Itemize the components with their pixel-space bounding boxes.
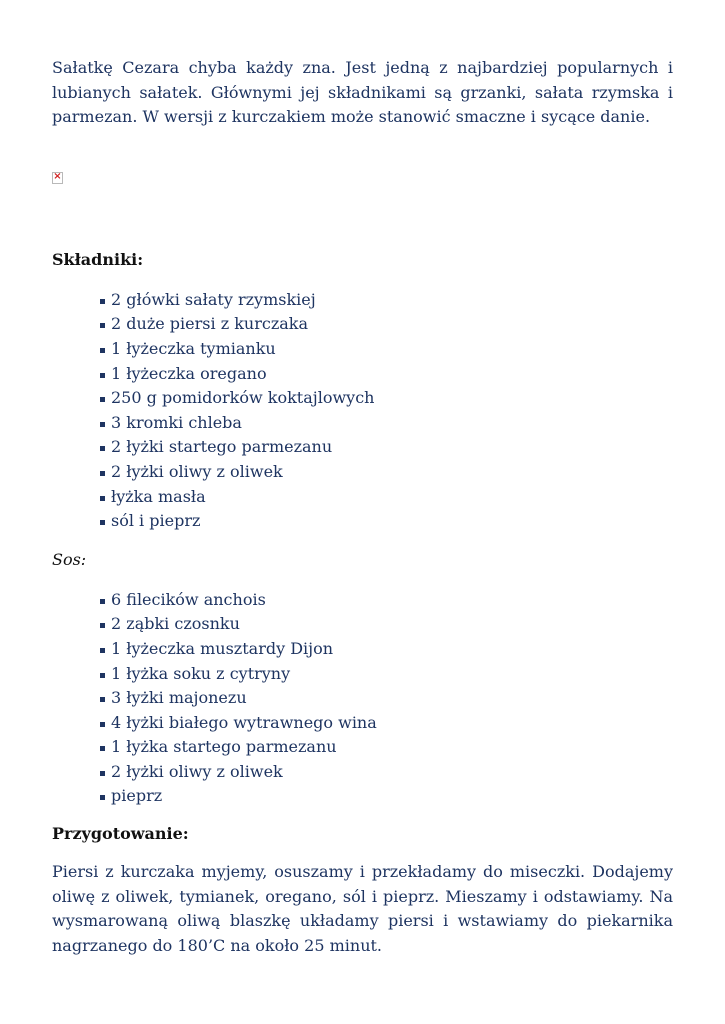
sauce-heading: Sos: <box>52 549 87 569</box>
ingredients-heading: Składniki: <box>52 249 144 269</box>
list-item: 2 główki sałaty rzymskiej <box>99 288 673 313</box>
list-item: pieprz <box>99 784 673 809</box>
list-item: 2 łyżki startego parmezanu <box>99 435 673 460</box>
list-item: 1 łyżeczka tymianku <box>99 337 673 362</box>
list-item: łyżka masła <box>99 485 673 510</box>
list-item: 1 łyżka soku z cytryny <box>99 662 673 687</box>
preparation-heading: Przygotowanie: <box>52 824 189 844</box>
list-item: 250 g pomidorków koktajlowych <box>99 386 673 411</box>
sauce-list <box>52 588 673 809</box>
list-item: 1 łyżeczka oregano <box>99 362 673 387</box>
list-item: 4 łyżki białego wytrawnego wina <box>99 711 673 736</box>
list-item: 2 łyżki oliwy z oliwek <box>99 760 673 785</box>
article-content <box>52 56 673 958</box>
list-item: 2 duże piersi z kurczaka <box>99 312 673 337</box>
broken-image-icon <box>52 172 63 184</box>
broken-image-glyph: × <box>53 170 62 182</box>
list-item: sól i pieprz <box>99 509 673 534</box>
list-item: 1 łyżka startego parmezanu <box>99 735 673 760</box>
ingredients-list <box>52 288 673 534</box>
list-item: 2 ząbki czosnku <box>99 612 673 637</box>
list-item: 6 filecików anchois <box>99 588 673 613</box>
list-item: 3 łyżki majonezu <box>99 686 673 711</box>
list-item: 2 łyżki oliwy z oliwek <box>99 460 673 485</box>
list-item: 1 łyżeczka musztardy Dijon <box>99 637 673 662</box>
preparation-paragraph: Piersi z kurczaka myjemy, osuszamy i przekładamy do miseczki. Dodajemy oliwę z oliwek, tymianek, oregano, sól i pieprz. Mieszamy i odstawiamy. Na wysmarowaną oliwą blaszkę układamy piersi i wstawiamy do piekarnika nagrzanego do 180’C na około 25 minut. <box>52 862 673 955</box>
intro-paragraph: Sałatkę Cezara chyba każdy zna. Jest jedną z najbardziej popularnych i lubianych sałatek. Głównymi jej składnikami są grzanki, sałata rzymska i parmezan. W wersji z kurczakiem może stanowić smaczne i sycące danie. <box>52 58 673 127</box>
list-item: 3 kromki chleba <box>99 411 673 436</box>
